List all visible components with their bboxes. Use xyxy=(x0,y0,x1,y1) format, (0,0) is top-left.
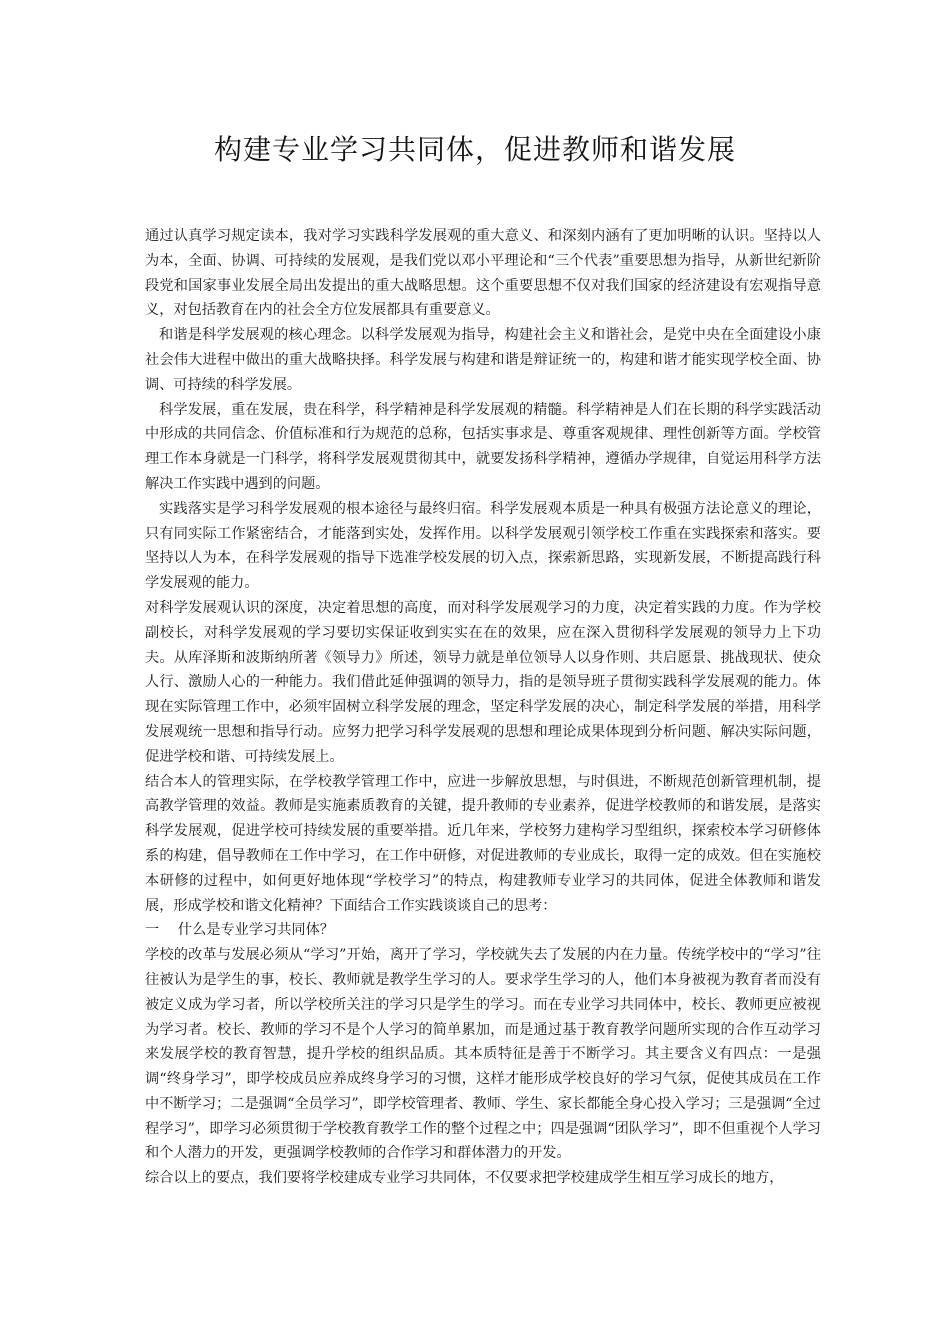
paragraph-7: 学校的改革与发展必须从“学习”开始，离开了学习，学校就失去了发展的内在力量。传统学校中的“学习”往往被认为是学生的事，校长、教师就是教学生学习的人。要求学生学习的人，他们本身被视为教育者而没有被定义成为学习者，所以学校所关注的学习只是学生的学习。而在专业学习共同体中，校长、教师更应被视为学习者。校长、教师的学习不是个人学习的简单累加，而是通过基于教育教学问题所实现的合作互动学习来发展学校的教育智慧，提升学校的组织品质。其本质特征是善于不断学习。其主要含义有四点：一是强调“终身学习”，即学校成员应养成终身学习的习惯，这样才能形成学校良好的学习气氛，促使其成员在工作中不断学习；二是强调“全员学习”，即学校管理者、教师、学生、家长都能全身心投入学习；三是强调“全过程学习”，即学习必须贯彻于学校教育教学工作的整个过程之中；四是强调“团队学习”，即不但重视个人学习和个人潜力的开发，更强调学校教师的合作学习和群体潜力的开发。 xyxy=(145,947,821,1162)
section-heading-1: 一 什么是专业学习共同体？ xyxy=(145,922,334,939)
paragraph-4: 实践落实是学习科学发展观的根本途径与最终归宿。科学发展观本质是一种具有极强方法论意义的理论，只有同实际工作紧密结合，才能落到实处，发挥作用。以科学发展观引领学校工作重在实践探索和落实。要坚持以人为本，在科学发展观的指导下选准学校发展的切入点，探索新思路，实现新发展，不断提高践行科学发展观的能力。 xyxy=(145,500,821,592)
paragraph-3: 科学发展，重在发展，贵在科学，科学精神是科学发展观的精髓。科学精神是人们在长期的科学实践活动中形成的共同信念、价值标准和行为规范的总称，包括实事求是、尊重客观规律、理性创新等方面。学校管理工作本身就是一门科学，将科学发展观贯彻其中，就要发扬科学精神，遵循办学规律，自觉运用科学方法解决工作实践中遇到的问题。 xyxy=(145,401,821,492)
paragraph-8: 综合以上的要点，我们要将学校建成专业学习共同体，不仅要求把学校建成学生相互学习成长的地方， xyxy=(145,1170,784,1187)
document-body xyxy=(145,224,821,1191)
paragraph-5: 对科学发展观认识的深度，决定着思想的高度，而对科学发展观学习的力度，决定着实践的力度。作为学校副校长，对科学发展观的学习要切实保证收到实实在在的效果，应在深入贯彻科学发展观的领导力上下功夫。从库泽斯和波斯纳所著《领导力》所述，领导力就是单位领导人以身作则、共启愿景、挑战现状、使众人行、激励人心的一种能力。我们借此延伸强调的领导力，指的是领导班子贯彻实践科学发展观的能力。体现在实际管理工作中，必须牢固树立科学发展的理念，坚定科学发展的决心，制定科学发展的举措，用科学发展观统一思想和指导行动。应努力把学习科学发展观的思想和理论成果体现到分析问题、解决实际问题，促进学校和谐、可持续发展上。 xyxy=(145,599,821,765)
paragraph-6: 结合本人的管理实际，在学校教学管理工作中，应进一步解放思想，与时俱进，不断规范创新管理机制，提高教学管理的效益。教师是实施素质教育的关键，提升教师的专业素养，促进学校教师的和谐发展，是落实科学发展观，促进学校可持续发展的重要举措。近几年来，学校努力建构学习型组织，探索校本学习研修体系的构建，倡导教师在工作中学习，在工作中研修，对促进教师的专业成长，取得一定的成效。但在实施校本研修的过程中，如何更好地体现“学校学习”的特点，构建教师专业学习的共同体，促进全体教师和谐发展，形成学校和谐文化精神？下面结合工作实践谈谈自己的思考： xyxy=(145,773,821,914)
document-title: 构建专业学习共同体，促进教师和谐发展 xyxy=(213,133,736,166)
paragraph-2: 和谐是科学发展观的核心理念。以科学发展观为指导，构建社会主义和谐社会，是党中央在全面建设小康社会伟大进程中做出的重大战略抉择。科学发展与构建和谐是辩证统一的，构建和谐才能实现学校全面、协调、可持续的科学发展。 xyxy=(145,327,821,393)
paragraph-1: 通过认真学习规定读本，我对学习实践科学发展观的重大意义、和深刻内涵有了更加明晰的认识。坚持以人为本，全面、协调、可持续的发展观，是我们党以邓小平理论和“三个代表”重要思想为指导，从新世纪新阶段党和国家事业发展全局出发提出的重大战略思想。这个重要思想不仅对我们国家的经济建设有宏观指导意义，对包括教育在内的社会全方位发展都具有重要意义。 xyxy=(145,228,821,319)
